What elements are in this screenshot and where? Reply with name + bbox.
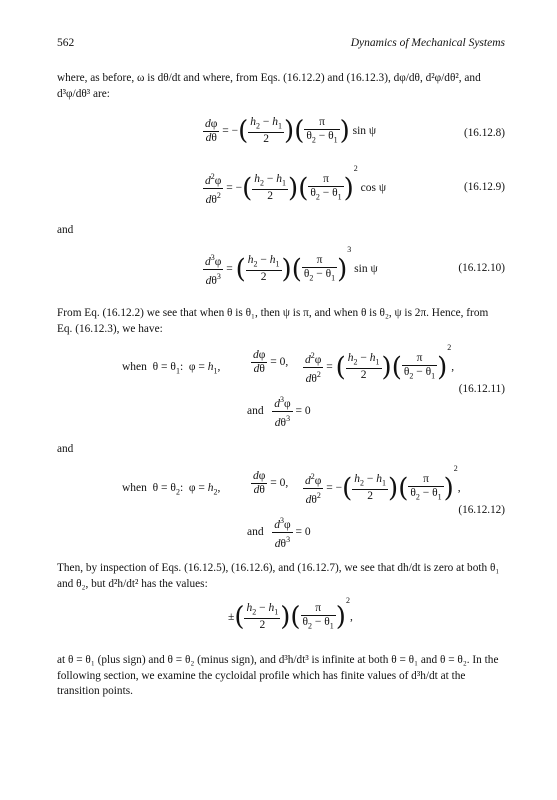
page-number: 562 <box>57 37 75 49</box>
paragraph-2: From Eq. (16.12.2) we see that when θ is θ₁, then ψ is π, and when θ is θ₂, ψ is 2π. Hence, from Eq. (16.12.3), we have: <box>57 307 489 335</box>
eq9-number: (16.12.9) <box>463 181 505 193</box>
equation-16-12-8: $\frac{d\varphi}{d\theta}$ = −( $\frac{h_2 - h_1}{2}$ )( $\frac{\pi}{\theta_2 - \theta_1}$ ) sin ψ (16.12.8) <box>205 116 505 147</box>
eq8-number: (16.12.8) <box>463 127 505 139</box>
running-title: Dynamics of Mechanical Systems <box>350 37 505 49</box>
eq10-number: (16.12.10) <box>458 262 505 274</box>
eq12-number: (16.12.12) <box>458 504 505 516</box>
equation-16-12-11: when $\theta = \theta_1$: $\varphi = h_1$, $\frac{d\varphi}{d\theta}$ = 0, $\frac{d^2\varphi}{d\theta^2}$ = ( $\frac{h_2 - h_1}{2}$ )( $\frac{\pi}{\theta_2 - \theta_1}$ )$^2$, and $\frac{d^3\varphi}{d\theta^3}$ = 0 (16.12.11) <box>122 343 505 429</box>
paragraph-4: at θ = θ₁ (plus sign) and θ = θ₂ (minus sign), and d³h/dt³ is infinite at both θ = θ₁ and θ = θ₂. In the following section, we examine the cycloidal profile which has finite values of d³h/dt at the transition points. <box>57 654 499 697</box>
equation-plus-minus: ±( $\frac{h_2 - h_1}{2}$ )( $\frac{\pi}{\theta_2 - \theta_1}$ )$^2$, <box>228 596 353 633</box>
paragraph-1: where, as before, ω is dθ/dt and where, from Eqs. (16.12.2) and (16.12.3), dφ/dθ, d²φ/dθ², and d³φ/dθ³ are: <box>57 72 481 100</box>
eq10-trig: sin ψ <box>354 262 378 275</box>
equation-16-12-10: $\frac{d^3\varphi}{d\theta^3}$ = ( $\frac{h_2 - h_1}{2}$ )( $\frac{\pi}{\theta_2 - \theta_1}$ )$^3$ sin ψ (16.12.10) <box>205 245 505 287</box>
and-2: and <box>57 443 74 455</box>
eq11-number: (16.12.11) <box>458 383 505 395</box>
equation-16-12-9: $\frac{d^2\varphi}{d\theta^2}$ = −( $\frac{h_2 - h_1}{2}$ )( $\frac{\pi}{\theta_2 - \theta_1}$ )$^2$ cos ψ (16.12.9) <box>205 164 505 206</box>
and-1: and <box>57 224 74 236</box>
equation-16-12-12: when $\theta = \theta_2$: $\varphi = h_2$, $\frac{d\varphi}{d\theta}$ = 0, $\frac{d^2\varphi}{d\theta^2}$ = −( $\frac{h_2 - h_1}{2}$ )( $\frac{\pi}{\theta_2 - \theta_1}$ )$^2$, and $\frac{d^3\varphi}{d\theta^3}$ = 0 (16.12.12) <box>122 464 505 550</box>
eq8-trig: sin ψ <box>352 124 377 137</box>
eq12-when: when <box>122 482 147 494</box>
eq11-and: and <box>247 404 264 417</box>
eq12-and: and <box>247 525 264 538</box>
eq9-trig: cos ψ <box>360 181 387 194</box>
paragraph-3: Then, by inspection of Eqs. (16.12.5), (16.12.6), and (16.12.7), we see that dh/dt is zero at both θ₁ and θ₂, but d²h/dt² has the values: <box>57 562 500 590</box>
eq11-when: when <box>122 361 147 373</box>
